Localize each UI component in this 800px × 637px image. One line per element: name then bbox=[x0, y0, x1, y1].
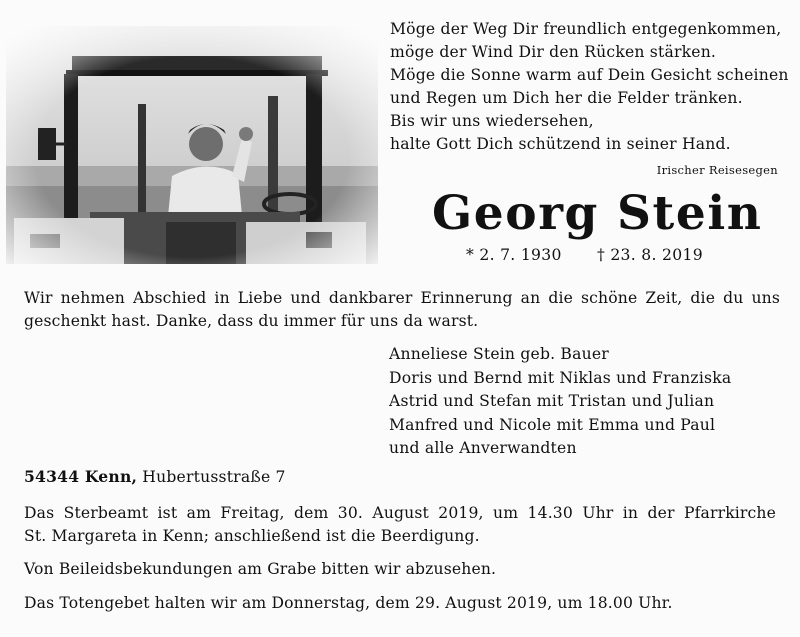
mourner-line: Manfred und Nicole mit Emma und Paul bbox=[389, 415, 716, 434]
deceased-name: Georg Stein bbox=[432, 186, 763, 241]
mourner-line: Doris und Bernd mit Niklas und Franziska bbox=[389, 368, 732, 387]
poem-line: Bis wir uns wiedersehen, bbox=[390, 112, 594, 130]
prayer-note: Das Totengebet halten wir am Donnerstag, dem 29. August 2019, um 18.00 Uhr. bbox=[24, 594, 673, 612]
poem-source: Irischer Reisesegen bbox=[656, 163, 778, 177]
death-date: † 23. 8. 2019 bbox=[596, 246, 703, 264]
poem-line: Möge der Weg Dir freundlich entgegenkommen, bbox=[390, 20, 782, 38]
funeral-info bbox=[24, 502, 776, 548]
address-street: Hubertusstraße 7 bbox=[142, 468, 286, 486]
address-city: 54344 Kenn, bbox=[24, 467, 138, 486]
mourner-line: Anneliese Stein geb. Bauer bbox=[389, 345, 609, 363]
poem-line: halte Gott Dich schützend in seiner Hand. bbox=[390, 135, 731, 153]
life-dates bbox=[466, 246, 703, 264]
funeral-line: St. Margareta in Kenn; anschließend ist die Beerdigung. bbox=[24, 527, 480, 545]
tractor-portrait-photo bbox=[6, 26, 378, 264]
poem-verse bbox=[390, 18, 790, 156]
funeral-line: Das Sterbeamt ist am Freitag, dem 30. August 2019, um 14.30 Uhr in der Pfarrkirche bbox=[24, 504, 776, 522]
farewell-text: Wir nehmen Abschied in Liebe und dankbarer Erinnerung an die schöne Zeit, die du uns geschenkt hast. Danke, dass du immer für uns da warst. bbox=[24, 289, 780, 330]
poem-line: und Regen um Dich her die Felder tränken. bbox=[390, 89, 743, 107]
poem-line: Möge die Sonne warm auf Dein Gesicht scheinen bbox=[390, 66, 789, 84]
family-address bbox=[24, 467, 286, 486]
birth-date: * 2. 7. 1930 bbox=[466, 246, 562, 264]
poem-line: möge der Wind Dir den Rücken stärken. bbox=[390, 43, 717, 61]
mourner-line: Astrid und Stefan mit Tristan und Julian bbox=[389, 392, 715, 410]
mourners-list bbox=[389, 343, 731, 461]
condolence-note: Von Beileidsbekundungen am Grabe bitten wir abzusehen. bbox=[24, 560, 497, 578]
mourner-line: und alle Anverwandten bbox=[389, 439, 577, 457]
